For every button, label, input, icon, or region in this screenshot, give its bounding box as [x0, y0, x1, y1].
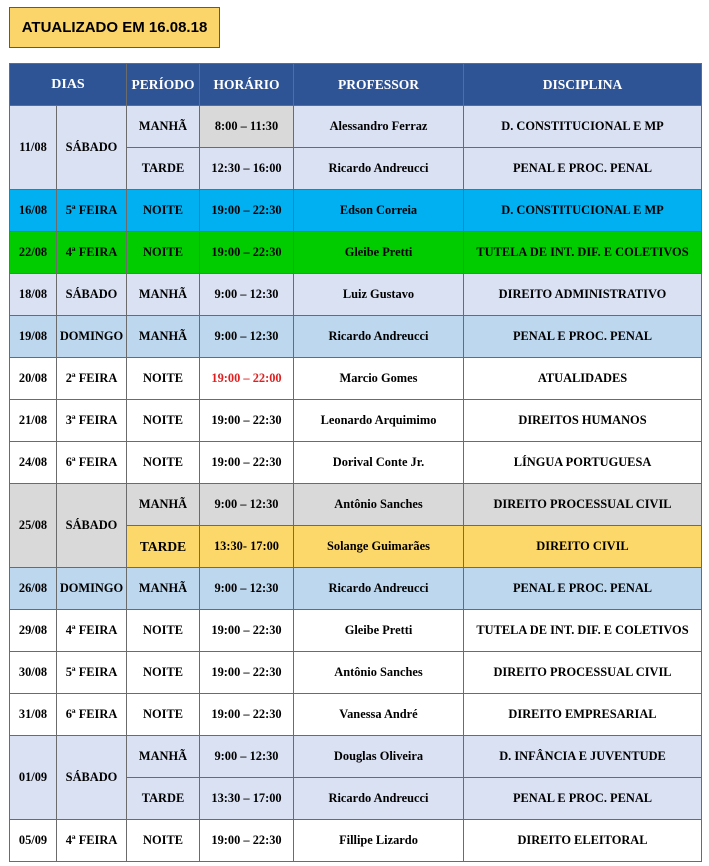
- header-horario: HORÁRIO: [200, 64, 294, 106]
- teacher-cell: Ricardo Andreucci: [294, 568, 464, 610]
- subject-cell: PENAL E PROC. PENAL: [464, 316, 702, 358]
- weekday-cell: 2ª FEIRA: [57, 358, 127, 400]
- table-row: [10, 736, 702, 778]
- subject-cell: DIREITO EMPRESARIAL: [464, 694, 702, 736]
- table-row: [10, 610, 702, 652]
- table-row: [10, 694, 702, 736]
- weekday-cell: SÁBADO: [57, 736, 127, 820]
- subject-cell: TUTELA DE INT. DIF. E COLETIVOS: [464, 610, 702, 652]
- time-cell: 19:00 – 22:30: [200, 190, 294, 232]
- header-disciplina: DISCIPLINA: [464, 64, 702, 106]
- subject-cell: LÍNGUA PORTUGUESA: [464, 442, 702, 484]
- subject-cell: PENAL E PROC. PENAL: [464, 568, 702, 610]
- time-cell: 12:30 – 16:00: [200, 148, 294, 190]
- weekday-cell: SÁBADO: [57, 274, 127, 316]
- updated-banner: ATUALIZADO EM 16.08.18: [9, 7, 220, 48]
- table-row: [10, 484, 702, 526]
- teacher-cell: Alessandro Ferraz: [294, 106, 464, 148]
- time-cell: 9:00 – 12:30: [200, 736, 294, 778]
- period-cell: NOITE: [127, 232, 200, 274]
- teacher-cell: Ricardo Andreucci: [294, 148, 464, 190]
- subject-cell: D. CONSTITUCIONAL E MP: [464, 190, 702, 232]
- table-row: [10, 652, 702, 694]
- period-cell: NOITE: [127, 820, 200, 862]
- teacher-cell: Marcio Gomes: [294, 358, 464, 400]
- teacher-cell: Gleibe Pretti: [294, 610, 464, 652]
- header-dias: DIAS: [10, 64, 127, 106]
- time-cell: 19:00 – 22:30: [200, 232, 294, 274]
- subject-cell: DIREITO PROCESSUAL CIVIL: [464, 484, 702, 526]
- time-cell: 8:00 – 11:30: [200, 106, 294, 148]
- subject-cell: ATUALIDADES: [464, 358, 702, 400]
- date-cell: 26/08: [10, 568, 57, 610]
- time-cell: 19:00 – 22:30: [200, 820, 294, 862]
- teacher-cell: Solange Guimarães: [294, 526, 464, 568]
- date-cell: 01/09: [10, 736, 57, 820]
- weekday-cell: 4ª FEIRA: [57, 232, 127, 274]
- subject-cell: D. CONSTITUCIONAL E MP: [464, 106, 702, 148]
- date-cell: 24/08: [10, 442, 57, 484]
- table-row: [10, 358, 702, 400]
- weekday-cell: 4ª FEIRA: [57, 820, 127, 862]
- header-professor: PROFESSOR: [294, 64, 464, 106]
- table-row: [10, 106, 702, 148]
- period-cell: TARDE: [127, 526, 200, 568]
- period-cell: NOITE: [127, 442, 200, 484]
- period-cell: NOITE: [127, 610, 200, 652]
- subject-cell: DIREITO CIVIL: [464, 526, 702, 568]
- subject-cell: DIREITO ADMINISTRATIVO: [464, 274, 702, 316]
- date-cell: 30/08: [10, 652, 57, 694]
- table-row: [10, 400, 702, 442]
- subject-cell: PENAL E PROC. PENAL: [464, 778, 702, 820]
- period-cell: NOITE: [127, 190, 200, 232]
- weekday-cell: 5ª FEIRA: [57, 652, 127, 694]
- weekday-cell: DOMINGO: [57, 316, 127, 358]
- date-cell: 20/08: [10, 358, 57, 400]
- date-cell: 18/08: [10, 274, 57, 316]
- date-cell: 25/08: [10, 484, 57, 568]
- date-cell: 31/08: [10, 694, 57, 736]
- teacher-cell: Antônio Sanches: [294, 484, 464, 526]
- table-row: [10, 820, 702, 862]
- teacher-cell: Ricardo Andreucci: [294, 778, 464, 820]
- period-cell: NOITE: [127, 400, 200, 442]
- weekday-cell: SÁBADO: [57, 106, 127, 190]
- header-periodo: PERÍODO: [127, 64, 200, 106]
- subject-cell: TUTELA DE INT. DIF. E COLETIVOS: [464, 232, 702, 274]
- time-cell: 13:30 – 17:00: [200, 778, 294, 820]
- teacher-cell: Edson Correia: [294, 190, 464, 232]
- period-cell: NOITE: [127, 652, 200, 694]
- date-cell: 11/08: [10, 106, 57, 190]
- schedule-table: [9, 63, 702, 862]
- subject-cell: PENAL E PROC. PENAL: [464, 148, 702, 190]
- date-cell: 22/08: [10, 232, 57, 274]
- weekday-cell: DOMINGO: [57, 568, 127, 610]
- time-cell: 9:00 – 12:30: [200, 568, 294, 610]
- table-row: [10, 232, 702, 274]
- time-cell-highlighted: 19:00 – 22:00: [200, 358, 294, 400]
- weekday-cell: 4ª FEIRA: [57, 610, 127, 652]
- period-cell: MANHÃ: [127, 316, 200, 358]
- period-cell: MANHÃ: [127, 274, 200, 316]
- period-cell: MANHÃ: [127, 106, 200, 148]
- teacher-cell: Antônio Sanches: [294, 652, 464, 694]
- period-cell: MANHÃ: [127, 568, 200, 610]
- teacher-cell: Vanessa André: [294, 694, 464, 736]
- time-cell: 13:30- 17:00: [200, 526, 294, 568]
- date-cell: 19/08: [10, 316, 57, 358]
- date-cell: 16/08: [10, 190, 57, 232]
- period-cell: MANHÃ: [127, 736, 200, 778]
- time-cell: 19:00 – 22:30: [200, 694, 294, 736]
- time-cell: 9:00 – 12:30: [200, 274, 294, 316]
- date-cell: 21/08: [10, 400, 57, 442]
- weekday-cell: 5ª FEIRA: [57, 190, 127, 232]
- period-cell: NOITE: [127, 694, 200, 736]
- header-row: [10, 64, 702, 106]
- date-cell: 29/08: [10, 610, 57, 652]
- period-cell: NOITE: [127, 358, 200, 400]
- weekday-cell: 6ª FEIRA: [57, 442, 127, 484]
- teacher-cell: Douglas Oliveira: [294, 736, 464, 778]
- teacher-cell: Leonardo Arquimimo: [294, 400, 464, 442]
- teacher-cell: Fillipe Lizardo: [294, 820, 464, 862]
- period-cell: TARDE: [127, 148, 200, 190]
- table-row: [10, 316, 702, 358]
- period-cell: TARDE: [127, 778, 200, 820]
- time-cell: 9:00 – 12:30: [200, 316, 294, 358]
- subject-cell: D. INFÂNCIA E JUVENTUDE: [464, 736, 702, 778]
- time-cell: 19:00 – 22:30: [200, 652, 294, 694]
- table-row: [10, 190, 702, 232]
- table-row: [10, 442, 702, 484]
- table-row: [10, 568, 702, 610]
- time-cell: 9:00 – 12:30: [200, 484, 294, 526]
- weekday-cell: 3ª FEIRA: [57, 400, 127, 442]
- weekday-cell: 6ª FEIRA: [57, 694, 127, 736]
- subject-cell: DIREITOS HUMANOS: [464, 400, 702, 442]
- time-cell: 19:00 – 22:30: [200, 442, 294, 484]
- period-cell: MANHÃ: [127, 484, 200, 526]
- time-cell: 19:00 – 22:30: [200, 400, 294, 442]
- subject-cell: DIREITO PROCESSUAL CIVIL: [464, 652, 702, 694]
- table-row: [10, 274, 702, 316]
- subject-cell: DIREITO ELEITORAL: [464, 820, 702, 862]
- teacher-cell: Luiz Gustavo: [294, 274, 464, 316]
- date-cell: 05/09: [10, 820, 57, 862]
- teacher-cell: Dorival Conte Jr.: [294, 442, 464, 484]
- teacher-cell: Ricardo Andreucci: [294, 316, 464, 358]
- time-cell: 19:00 – 22:30: [200, 610, 294, 652]
- teacher-cell: Gleibe Pretti: [294, 232, 464, 274]
- weekday-cell: SÁBADO: [57, 484, 127, 568]
